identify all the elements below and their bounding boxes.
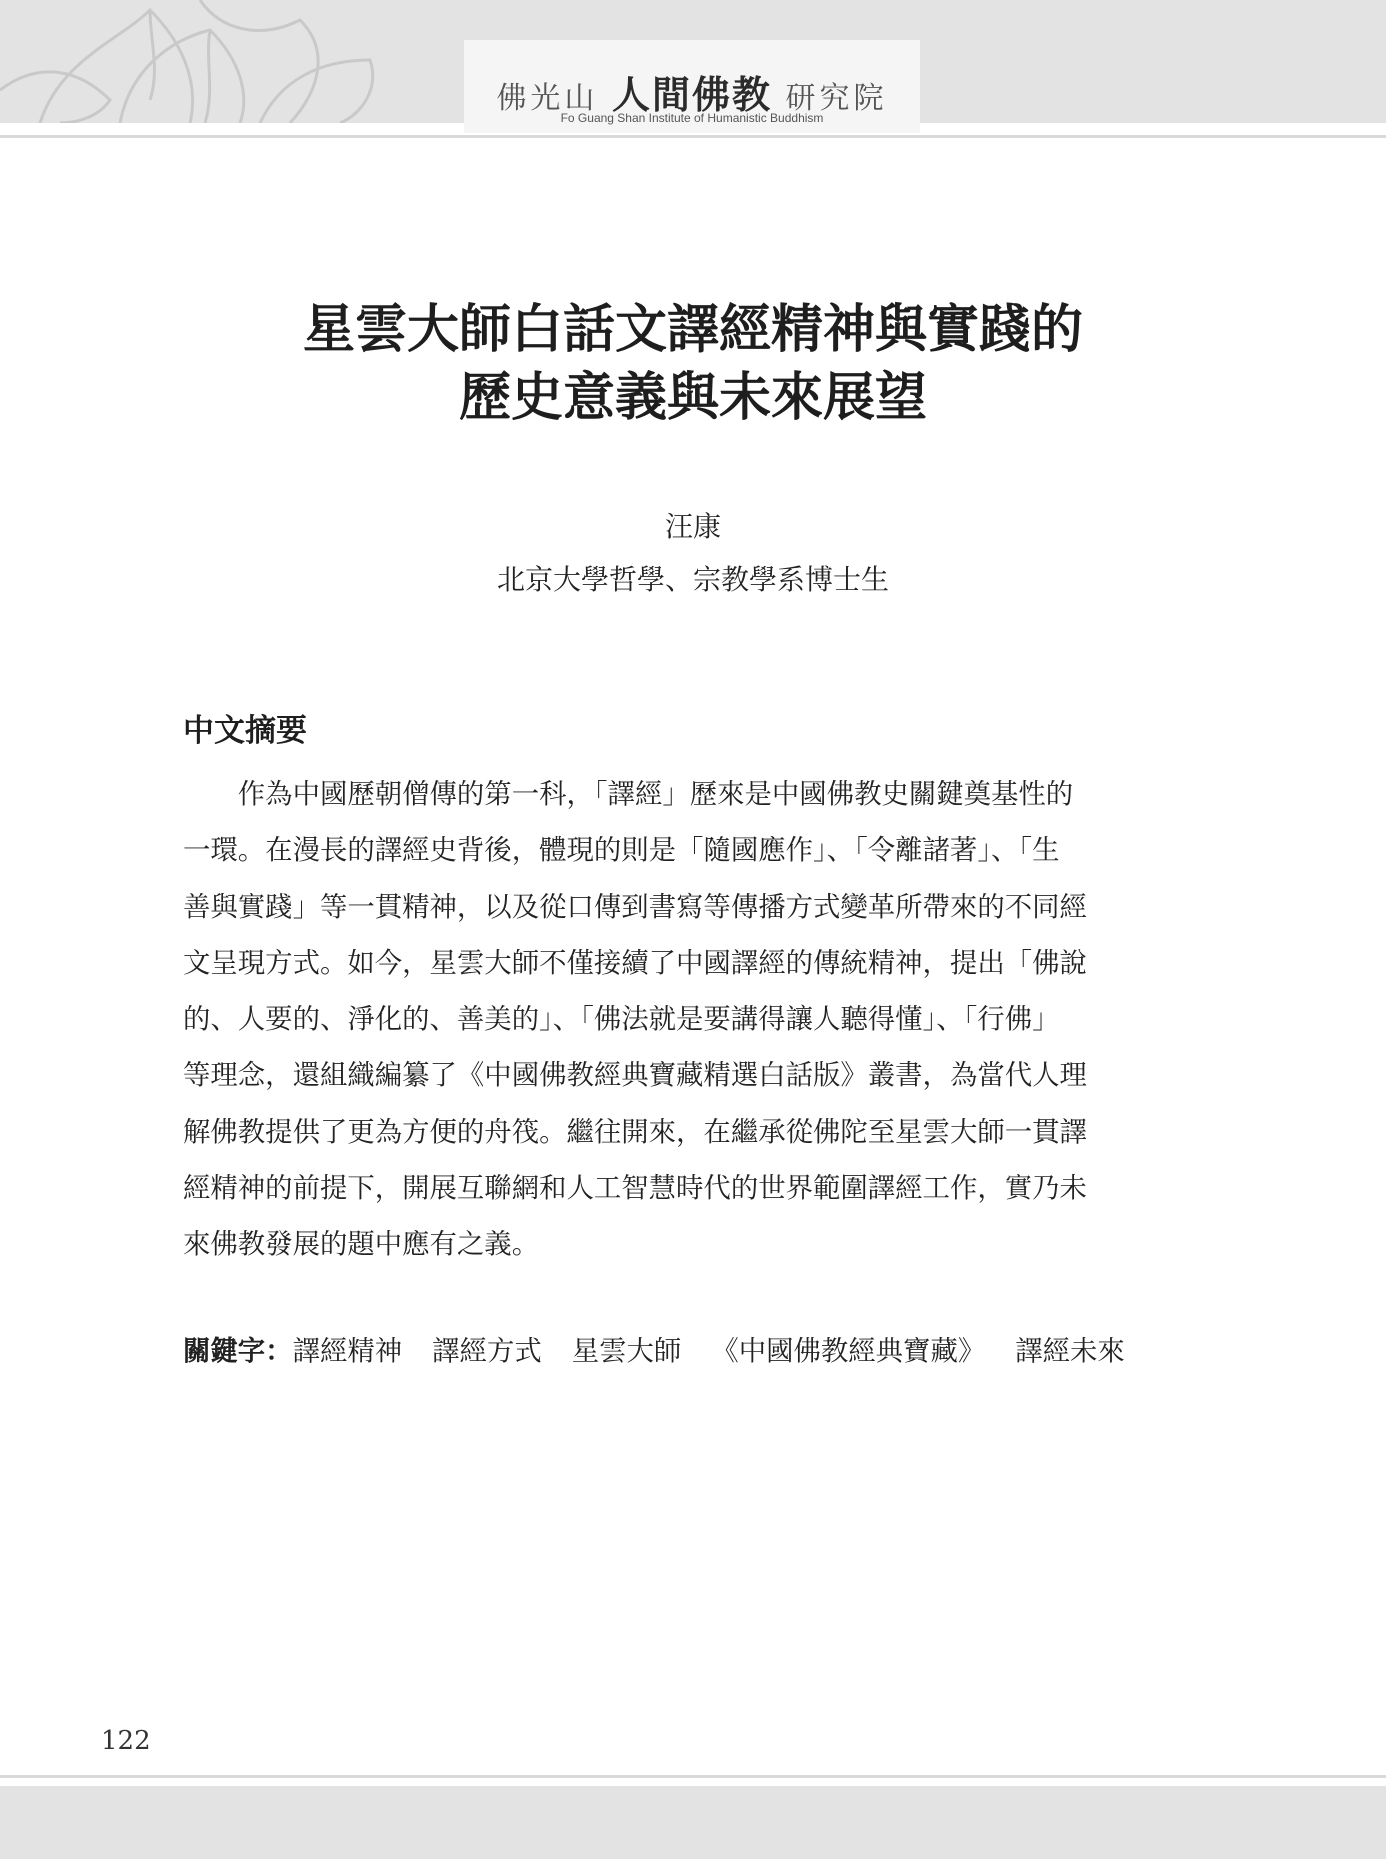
author-name: 汪康	[664, 510, 721, 543]
keyword: 譯經精神	[292, 1336, 403, 1367]
keywords-label: 關鍵字：	[183, 1335, 293, 1367]
keyword: 《中國佛教經典寶藏》	[711, 1336, 986, 1367]
abstract-line: 的、人要的、淨化的、善美的」、「佛法就是要講得讓人聽得懂」、「行佛」	[183, 1004, 1060, 1036]
abstract-body	[183, 767, 1207, 1274]
abstract-line: 一環。在漫長的譯經史背後，體現的則是「隨國應作」、「令離諸著」、「生	[183, 835, 1060, 867]
abstract-line: 作為中國歷朝僧傳的第一科，「譯經」歷來是中國佛教史關鍵奠基性的	[183, 779, 1074, 810]
keyword: 譯經未來	[1015, 1336, 1125, 1367]
author-affiliation: 北京大學哲學、宗教學系博士生	[496, 563, 889, 596]
keyword: 星雲大師	[571, 1336, 682, 1367]
abstract-line: 經精神的前提下，開展互聯網和人工智慧時代的世界範圍譯經工作，實乃未	[183, 1173, 1087, 1205]
abstract-line: 解佛教提供了更為方便的舟筏。繼往開來，在繼承從佛陀至星雲大師一貫譯	[183, 1116, 1087, 1148]
logo-suffix: 研究院	[785, 81, 888, 116]
logo-english: Fo Guang Shan Institute of Humanistic Buddhism	[560, 111, 824, 125]
footer-band	[0, 1786, 1386, 1859]
abstract-line: 等理念，還組織編纂了《中國佛教經典寶藏精選白話版》叢書，為當代人理	[183, 1060, 1087, 1092]
paper-title	[0, 296, 1386, 432]
page-number: 122	[101, 1726, 151, 1756]
keywords-line	[183, 1328, 1155, 1368]
title-line-1: 星雲大師白話文譯經精神與實踐的	[302, 299, 1083, 360]
institute-logo	[464, 40, 920, 133]
header-divider	[0, 135, 1386, 138]
abstract-line: 善與實踐」等一貫精神，以及從口傳到書寫等傳播方式變革所帶來的不同經	[183, 891, 1087, 923]
logo-calligraphy: 人間佛教	[611, 72, 772, 117]
lotus-ornament-icon	[0, 0, 420, 123]
logo-prefix: 佛光山	[496, 81, 599, 116]
title-line-2: 歷史意義與未來展望	[458, 367, 927, 428]
footer-divider	[0, 1775, 1386, 1778]
abstract-line: 文呈現方式。如今，星雲大師不僅接續了中國譯經的傳統精神，提出「佛說	[183, 947, 1087, 979]
abstract-heading: 中文摘要	[183, 713, 307, 749]
keyword: 譯經方式	[432, 1336, 542, 1367]
abstract-line: 來佛教發展的題中應有之義。	[183, 1229, 540, 1261]
